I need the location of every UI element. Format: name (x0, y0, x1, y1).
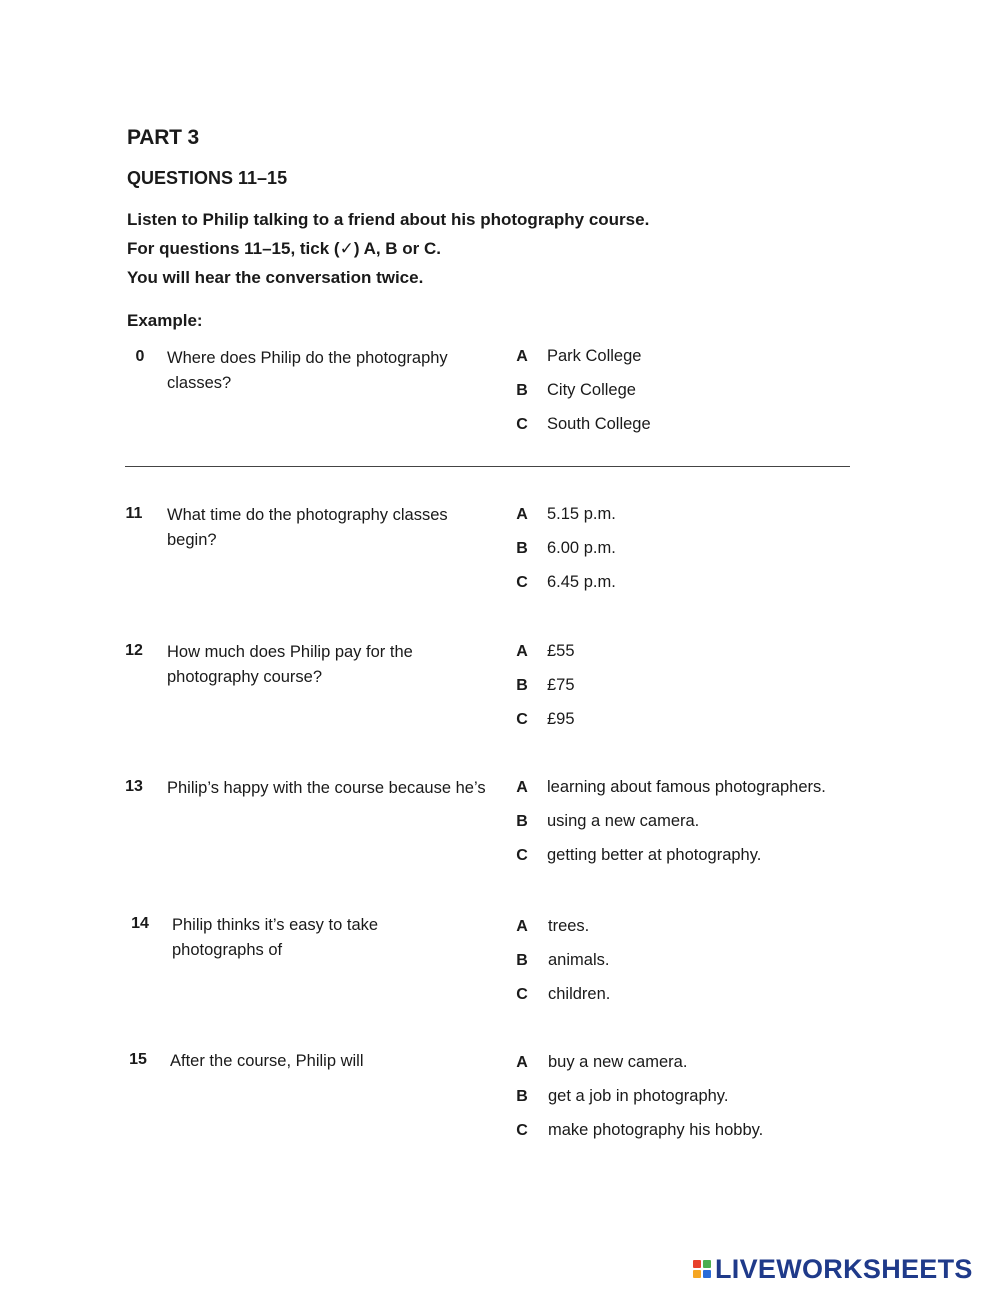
option-letter[interactable]: C (516, 986, 528, 1003)
question-text: Philip thinks it’s easy to take photographs of (172, 916, 379, 959)
option-text: children. (548, 985, 611, 1003)
instruction-line-3: You will hear the conversation twice. (127, 268, 424, 287)
example-option-letter: B (516, 382, 528, 399)
question-text: After the course, Philip will (170, 1052, 364, 1070)
option-text: get a job in photography. (548, 1087, 729, 1105)
option-letter[interactable]: B (516, 1088, 528, 1105)
option-text: animals. (548, 951, 610, 969)
option-text: 5.15 p.m. (547, 505, 616, 523)
option-text: learning about famous photographers. (547, 778, 826, 796)
question-number: 12 (125, 642, 143, 659)
question-number: 14 (131, 915, 149, 932)
example-text: Where does Philip do the photography classes? (167, 349, 448, 392)
logo-block-icon (693, 1270, 701, 1278)
option-letter[interactable]: A (516, 506, 528, 523)
option-letter[interactable]: A (516, 779, 528, 796)
option-letter[interactable]: B (516, 677, 528, 694)
example-number: 0 (135, 348, 145, 365)
logo-text: LIVEWORKSHEETS (715, 1253, 973, 1284)
example-option-letter: C (516, 416, 528, 433)
logo-block-icon (703, 1270, 711, 1278)
example-label: Example: (127, 311, 203, 330)
option-letter[interactable]: B (516, 952, 528, 969)
question-number: 11 (125, 505, 143, 522)
option-letter[interactable]: A (516, 1054, 528, 1071)
option-text: getting better at photography. (547, 846, 762, 864)
part-title: PART 3 (127, 126, 199, 149)
example-option-text: City College (547, 381, 636, 399)
question-text: Philip’s happy with the course because he’s (167, 779, 486, 797)
option-letter[interactable]: B (516, 540, 528, 557)
option-text: £95 (547, 710, 575, 728)
question-number: 15 (129, 1051, 147, 1068)
question-text: What time do the photography classes begin? (167, 506, 448, 549)
questions-title: QUESTIONS 11–15 (127, 168, 288, 188)
option-letter[interactable]: A (516, 918, 528, 935)
option-text: 6.00 p.m. (547, 539, 616, 557)
option-text: buy a new camera. (548, 1053, 688, 1071)
option-letter[interactable]: C (516, 847, 528, 864)
instruction-line-1: Listen to Philip talking to a friend about his photography course. (127, 210, 650, 229)
liveworksheets-logo[interactable] (693, 1254, 973, 1284)
example-option-letter: A (516, 348, 528, 365)
option-letter[interactable]: C (516, 1122, 528, 1139)
option-text: trees. (548, 917, 590, 935)
instruction-line-2: For questions 11–15, tick (✓) A, B or C. (127, 239, 442, 258)
logo-block-icon (703, 1260, 711, 1268)
option-text: £75 (547, 676, 575, 694)
divider-line (125, 466, 850, 467)
logo-block-icon (693, 1260, 701, 1268)
option-letter[interactable]: A (516, 643, 528, 660)
example-option-text: South College (547, 415, 651, 433)
example-option-text: Park College (547, 347, 642, 365)
option-text: make photography his hobby. (548, 1121, 764, 1139)
logo-blocks-icon (693, 1260, 711, 1278)
option-letter[interactable]: B (516, 813, 528, 830)
question-text: How much does Philip pay for the photography course? (167, 643, 413, 686)
option-letter[interactable]: C (516, 574, 528, 591)
question-number: 13 (125, 778, 143, 795)
option-text: using a new camera. (547, 812, 700, 830)
option-text: £55 (547, 642, 575, 660)
option-text: 6.45 p.m. (547, 573, 616, 591)
option-letter[interactable]: C (516, 711, 528, 728)
